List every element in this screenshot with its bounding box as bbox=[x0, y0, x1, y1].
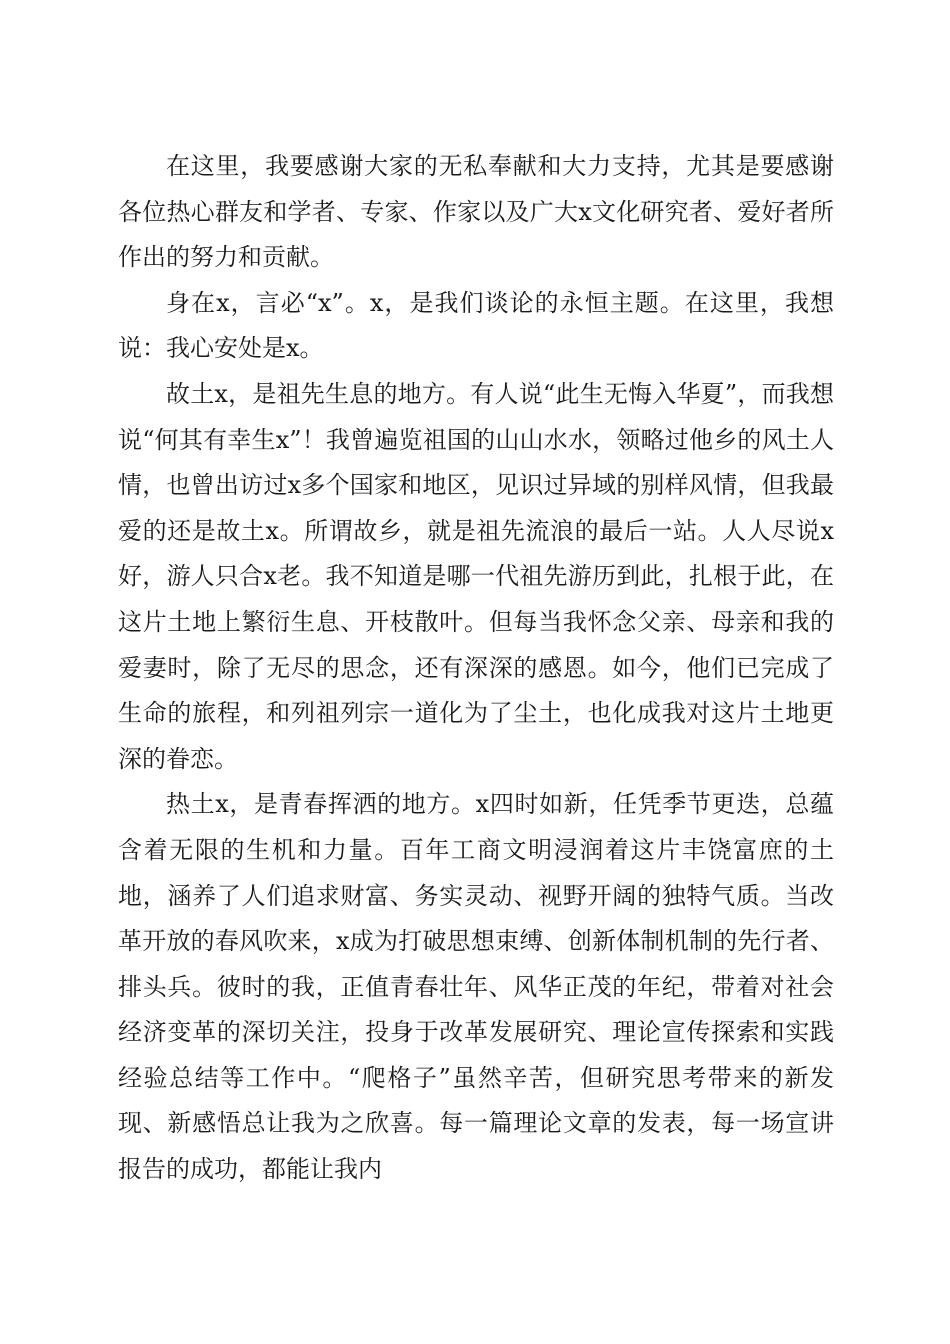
paragraph-homeland: 故土x，是祖先生息的地方。有人说“此生无悔入华夏”，而我想说“何其有幸生x”！我曾遍览祖国的山山水水，领略过他乡的风土人情，也曾出访过x多个国家和地区，见识过异域的别样风情，但我最爱的还是故土x。所谓故乡，就是祖先流浪的最后一站。人人尽说x好，游人只合x老。我不知道是哪一代祖先游历到此，扎根于此，在这片土地上繁衍生息、开枝散叶。但每当我怀念父亲、母亲和我的爱妻时，除了无尽的思念，还有深深的感恩。如今，他们已完成了生命的旅程，和列祖列宗一道化为了尘土，也化成我对这片土地更深的眷恋。 bbox=[118, 379, 834, 773]
paragraph-theme: 身在x，言必“x”。x，是我们谈论的永恒主题。在这里，我想说：我心安处是x。 bbox=[118, 288, 834, 363]
document-body bbox=[118, 144, 834, 1193]
paragraph-youth: 热土x，是青春挥洒的地方。x四时如新，任凭季节更迭，总蕴含着无限的生机和力量。百年工商文明浸润着这片丰饶富庶的土地，涵养了人们追求财富、务实灵动、视野开阔的独特气质。当改革开放的春风吹来，x成为打破思想束缚、创新体制机制的先行者、排头兵。彼时的我，正值青春壮年、风华正茂的年纪，带着对社会经济变革的深切关注，投身于改革发展研究、理论宣传探索和实践经验总结等工作中。“爬格子”虽然辛苦，但研究思考带来的新发现、新感悟总让我为之欣喜。每一篇理论文章的发表，每一场宣讲报告的成功，都能让我内 bbox=[118, 790, 834, 1184]
paragraph-gratitude: 在这里，我要感谢大家的无私奉献和大力支持，尤其是要感谢各位热心群友和学者、专家、作家以及广大x文化研究者、爱好者所作出的努力和贡献。 bbox=[118, 152, 834, 272]
